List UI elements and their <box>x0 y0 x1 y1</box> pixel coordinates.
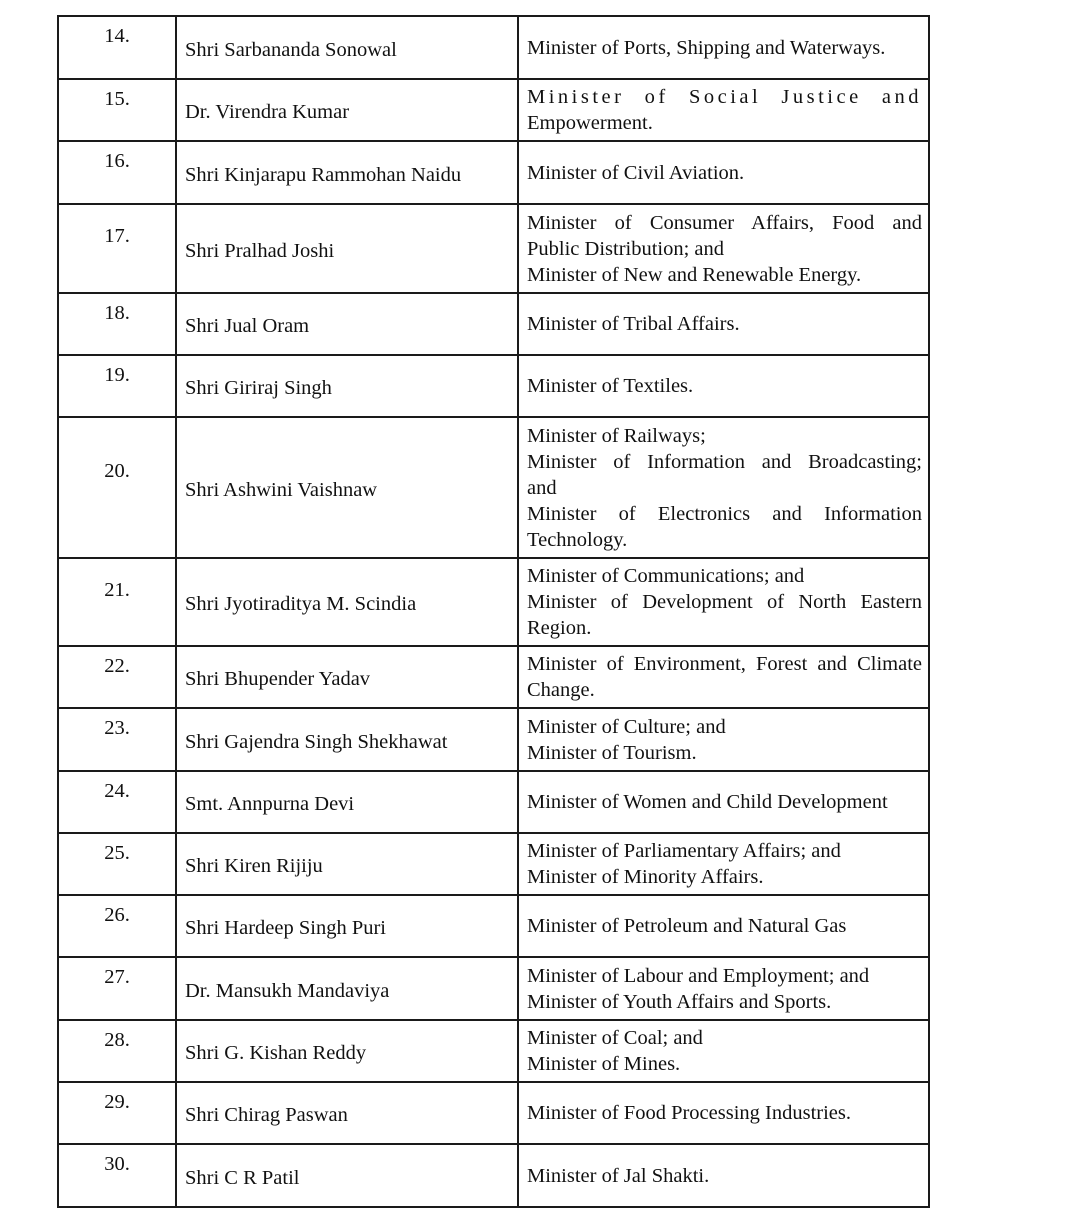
serial-number-cell <box>58 355 176 417</box>
serial-number: 17. <box>104 225 130 247</box>
serial-number: 23. <box>104 717 130 739</box>
portfolio-line: Minister of New and Renewable Energy. <box>527 263 862 286</box>
portfolio-line: Minister of Communications; and <box>527 565 805 587</box>
table-row <box>58 1082 929 1144</box>
minister-name-cell <box>176 833 518 895</box>
serial-number-cell <box>58 1082 176 1144</box>
table-row <box>58 417 929 558</box>
serial-number: 18. <box>104 302 130 324</box>
serial-number: 28. <box>104 1029 130 1051</box>
portfolio-cell <box>518 833 929 895</box>
minister-name-cell <box>176 1020 518 1082</box>
portfolio-line: Minister of Tourism. <box>527 741 697 764</box>
portfolio-line: Minister of Consumer Affairs, Food and <box>527 211 922 234</box>
table-row <box>58 293 929 355</box>
portfolio-cell <box>518 957 929 1020</box>
minister-name-cell <box>176 79 518 141</box>
minister-name: Shri Chirag Paswan <box>185 1104 348 1126</box>
portfolio-cell <box>518 1020 929 1082</box>
serial-number: 30. <box>104 1153 130 1175</box>
portfolio-line: Minister of Electronics and Information <box>527 502 922 525</box>
minister-name-cell <box>176 558 518 646</box>
minister-name-cell <box>176 141 518 204</box>
serial-number: 14. <box>104 25 130 47</box>
serial-number: 25. <box>104 842 130 864</box>
portfolio-line: Minister of Railways; <box>527 424 706 447</box>
portfolio-line: Empowerment. <box>527 112 653 134</box>
minister-name-cell <box>176 16 518 79</box>
minister-name: Shri Kinjarapu Rammohan Naidu <box>185 163 462 186</box>
minister-name-cell <box>176 646 518 708</box>
portfolio-line: Minister of Tribal Affairs. <box>527 313 740 335</box>
portfolio-line: Minister of Coal; and <box>527 1027 703 1049</box>
portfolio-line: Minister of Jal Shakti. <box>527 1164 710 1187</box>
table-row <box>58 355 929 417</box>
portfolio-line: Region. <box>527 617 592 639</box>
minister-name-cell <box>176 957 518 1020</box>
table-row <box>58 1020 929 1082</box>
serial-number: 27. <box>104 966 130 988</box>
serial-number: 20. <box>104 460 130 482</box>
table-row <box>58 833 929 895</box>
portfolio-line: Public Distribution; and <box>527 237 725 260</box>
serial-number: 26. <box>104 904 130 926</box>
table-row <box>58 1144 929 1207</box>
minister-name: Shri Bhupender Yadav <box>185 668 371 690</box>
table-row <box>58 558 929 646</box>
serial-number-cell <box>58 771 176 833</box>
portfolio-line: Minister of Food Processing Industries. <box>527 1102 851 1124</box>
portfolio-cell <box>518 1144 929 1207</box>
serial-number-cell <box>58 204 176 293</box>
portfolio-cell <box>518 16 929 79</box>
minister-name: Shri Giriraj Singh <box>185 377 332 399</box>
portfolio-line: Minister of Culture; and <box>527 715 726 738</box>
portfolio-cell <box>518 708 929 771</box>
portfolio-cell <box>518 79 929 141</box>
minister-name: Shri Sarbananda Sonowal <box>185 38 397 61</box>
minister-name: Dr. Mansukh Mandaviya <box>185 979 390 1002</box>
portfolio-line: Minister of Petroleum and Natural Gas <box>527 915 847 937</box>
portfolio-cell <box>518 204 929 293</box>
portfolio-cell <box>518 895 929 957</box>
serial-number-cell <box>58 833 176 895</box>
portfolio-cell <box>518 1082 929 1144</box>
serial-number: 29. <box>104 1091 130 1113</box>
minister-name: Smt. Annpurna Devi <box>185 793 355 815</box>
minister-name: Shri Kiren Rijiju <box>185 855 323 877</box>
portfolio-line: Minister of Civil Aviation. <box>527 161 745 184</box>
portfolio-line: Minister of Social Justice and <box>527 86 922 108</box>
table-row <box>58 16 929 79</box>
serial-number-cell <box>58 957 176 1020</box>
minister-name: Shri Pralhad Joshi <box>185 239 335 262</box>
ministers-table <box>57 15 930 1208</box>
minister-name-cell <box>176 293 518 355</box>
minister-name: Dr. Virendra Kumar <box>185 101 350 123</box>
serial-number-cell <box>58 895 176 957</box>
minister-name: Shri Hardeep Singh Puri <box>185 917 386 939</box>
minister-name: Shri Jyotiraditya M. Scindia <box>185 593 417 615</box>
table-row <box>58 79 929 141</box>
table-row <box>58 895 929 957</box>
minister-name-cell <box>176 708 518 771</box>
portfolio-line: Minister of Mines. <box>527 1053 681 1075</box>
serial-number: 19. <box>104 364 130 386</box>
table-row <box>58 141 929 204</box>
minister-name-cell <box>176 204 518 293</box>
serial-number: 22. <box>104 655 130 677</box>
minister-name: Shri G. Kishan Reddy <box>185 1042 367 1064</box>
portfolio-line: Technology. <box>527 528 628 551</box>
table-row <box>58 708 929 771</box>
minister-name-cell <box>176 771 518 833</box>
table-body <box>58 16 929 1207</box>
portfolio-line: Minister of Parliamentary Affairs; and <box>527 840 841 862</box>
portfolio-line: Minister of Women and Child Development <box>527 791 888 813</box>
table-row <box>58 204 929 293</box>
portfolio-cell <box>518 141 929 204</box>
minister-name-cell <box>176 895 518 957</box>
serial-number: 16. <box>104 150 130 172</box>
portfolio-line: Minister of Labour and Employment; and <box>527 964 870 987</box>
portfolio-line: Minister of Minority Affairs. <box>527 866 764 888</box>
portfolio-cell <box>518 771 929 833</box>
table-row <box>58 646 929 708</box>
portfolio-line: and <box>527 476 557 499</box>
table-row <box>58 771 929 833</box>
serial-number-cell <box>58 1144 176 1207</box>
minister-name: Shri Ashwini Vaishnaw <box>185 478 378 501</box>
portfolio-line: Minister of Youth Affairs and Sports. <box>527 990 832 1013</box>
portfolio-line: Minister of Ports, Shipping and Waterways. <box>527 36 886 59</box>
minister-name: Shri Jual Oram <box>185 315 310 337</box>
table-row <box>58 957 929 1020</box>
portfolio-line: Minister of Textiles. <box>527 375 694 397</box>
portfolio-line: Change. <box>527 679 595 701</box>
serial-number-cell <box>58 141 176 204</box>
serial-number-cell <box>58 417 176 558</box>
minister-name-cell <box>176 417 518 558</box>
minister-name: Shri C R Patil <box>185 1166 300 1189</box>
portfolio-cell <box>518 646 929 708</box>
minister-name-cell <box>176 355 518 417</box>
serial-number-cell <box>58 1020 176 1082</box>
portfolio-cell <box>518 355 929 417</box>
serial-number: 21. <box>104 579 130 601</box>
portfolio-line: Minister of Environment, Forest and Climate <box>527 653 922 675</box>
serial-number-cell <box>58 293 176 355</box>
serial-number-cell <box>58 16 176 79</box>
serial-number-cell <box>58 646 176 708</box>
portfolio-cell <box>518 293 929 355</box>
portfolio-line: Minister of Information and Broadcasting; <box>527 450 922 473</box>
serial-number-cell <box>58 708 176 771</box>
minister-name-cell <box>176 1144 518 1207</box>
minister-name: Shri Gajendra Singh Shekhawat <box>185 730 448 753</box>
serial-number-cell <box>58 558 176 646</box>
portfolio-cell <box>518 558 929 646</box>
portfolio-cell <box>518 417 929 558</box>
serial-number: 15. <box>104 88 130 110</box>
minister-name-cell <box>176 1082 518 1144</box>
portfolio-line: Minister of Development of North Eastern <box>527 591 922 613</box>
serial-number-cell <box>58 79 176 141</box>
serial-number: 24. <box>104 780 130 802</box>
